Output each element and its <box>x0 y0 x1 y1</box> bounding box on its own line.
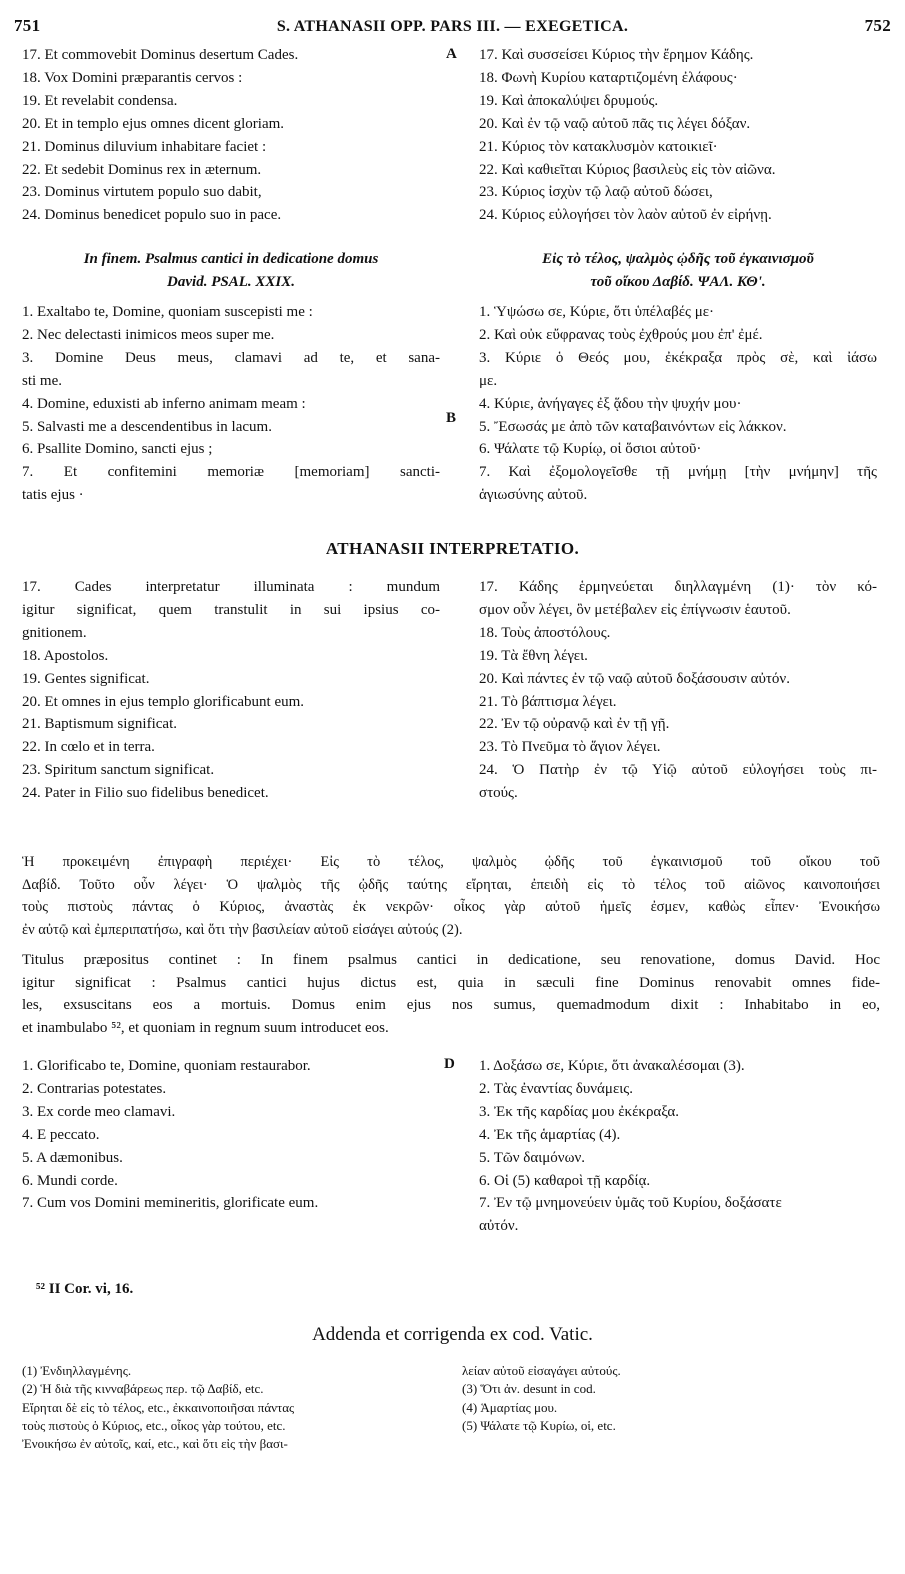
verse-line: 22. Καὶ καθιεῖται Κύριος βασιλεὺς εἰς τὸν αἰῶνα. <box>479 161 776 178</box>
psalm29-greek-column <box>479 301 877 507</box>
section-title: ATHANASII INTERPRETATIO. <box>325 539 580 558</box>
verse-line: 18. Φωνὴ Κυρίου καταρτιζομένη ἐλάφους· <box>479 69 738 86</box>
verse-line: 18. Vox Domini præparantis cervos : <box>22 69 243 86</box>
verse-line: 6. Ψάλατε τῷ Κυρίῳ, οἱ ὅσιοι αὐτοῦ· <box>479 441 702 458</box>
interp-line: 19. Gentes significat. <box>22 670 150 687</box>
interp-line: 21. Baptismum significat. <box>22 716 177 733</box>
interp-line: 23. Τὸ Πνεῦμα τὸ ἅγιον λέγει. <box>479 739 661 756</box>
addenda-line: (5) Ψάλατε τῷ Κυρίω, οἱ, etc. <box>462 1417 616 1433</box>
interp-line: 23. Spiritum sanctum significat. <box>22 762 215 779</box>
paragraph-line: Ἡ προκειμένη ἐπιγραφὴ περιέχει· Εἰς τὸ τέλος, ψαλμὸς ᾠδῆς τοῦ ἐγκαινισμοῦ τοῦ οἴκου τοῦ <box>22 854 880 870</box>
verse-line: 21. Dominus diluvium inhabitare faciet : <box>22 138 267 155</box>
verse-line: 23. Κύριος ἰσχὺν τῷ λαῷ αὐτοῦ δώσει, <box>479 184 713 201</box>
gloss-line: 4. E peccato. <box>22 1126 100 1143</box>
paragraph-line: et inambulabo ⁵², et quoniam in regnum suum introducet eos. <box>22 1019 389 1036</box>
verse-line: 2. Nec delectasti inimicos meos super me. <box>22 326 275 343</box>
paragraph-line: Titulus præpositus continet : In finem psalmus cantici in dedicatione, seu renovatione, domus David. Hoc <box>22 952 880 968</box>
verse-line: με. <box>479 372 498 389</box>
verse-line: ἁγιωσύνης αὐτοῦ. <box>479 487 588 504</box>
verse-line: 20. Et in templo ejus omnes dicent gloriam. <box>22 115 285 132</box>
gloss-line: 2. Contrarias potestates. <box>22 1080 167 1097</box>
interpretation-greek-column <box>479 576 877 805</box>
verse-line: 1. Exaltabo te, Domine, quoniam suscepisti me : <box>22 304 313 320</box>
addenda-right-column <box>462 1362 882 1435</box>
gloss-greek-column <box>479 1055 877 1238</box>
interp-line: 20. Et omnes in ejus templo glorificabunt eum. <box>22 693 305 710</box>
gloss-line: 6. Mundi corde. <box>22 1172 118 1189</box>
gloss-line: 6. Οἱ (5) καθαροὶ τῇ καρδίᾳ. <box>479 1172 651 1189</box>
paragraph-line: τοὺς πιστοὺς πάντας ὁ Κύριος, ἀναστὰς ἐκ νεκρῶν· οἶκος γὰρ αὐτοῦ ἡμεῖς ἐσμεν, καθὼς εἶπεν· Ἐνοικήσω <box>22 899 880 915</box>
interp-line: 22. In cœlo et in terra. <box>22 739 155 756</box>
interpretation-latin-column <box>22 576 440 805</box>
interp-line: 18. Apostolos. <box>22 647 109 664</box>
title-line: τοῦ οἴκου Δαβίδ. ΨΑΛ. ΚΘʹ. <box>590 273 766 290</box>
psalm29-title-latin <box>22 248 440 294</box>
verse-line: 5. Salvasti me a descendentibus in lacum. <box>22 418 272 435</box>
interp-line: 17. Cades interpretatur illuminata : mundum <box>22 579 440 595</box>
verse-line: 6. Psallite Domino, sancti ejus ; <box>22 441 213 458</box>
verse-line: sti me. <box>22 372 62 389</box>
margin-marker-b: B <box>446 410 457 426</box>
verse-line: 22. Et sedebit Dominus rex in æternum. <box>22 161 262 178</box>
verse-line: 3. Domine Deus meus, clamavi ad te, et sana- <box>22 349 440 366</box>
addenda-line: τοὺς πιστοὺς ὁ Κύριος, etc., οἶκος γὰρ τούτου, etc. <box>22 1417 286 1433</box>
addenda-title: Addenda et corrigenda ex cod. Vatic. <box>312 1324 593 1345</box>
verse-line: 5. Ἔσωσάς με ἀπὸ τῶν καταβαινόντων εἰς λάκκον. <box>479 418 787 435</box>
verse-line: 24. Κύριος εὐλογήσει τὸν λαὸν αὐτοῦ ἐν εἰρήνῃ. <box>479 207 772 224</box>
verse-line: 21. Κύριος τὸν κατακλυσμὸν κατοικιεῖ· <box>479 138 718 155</box>
interp-line: 22. Ἐν τῷ οὐρανῷ καὶ ἐν τῇ γῇ. <box>479 716 670 733</box>
margin-marker-d: D <box>444 1056 455 1072</box>
gloss-line: 5. A dæmonibus. <box>22 1149 123 1166</box>
gloss-line: 5. Τῶν δαιμόνων. <box>479 1149 585 1166</box>
verse-line: 19. Et revelabit condensa. <box>22 92 178 109</box>
interp-line: 18. Τοὺς ἀποστόλους. <box>479 624 611 641</box>
verse-line: 24. Dominus benedicet populo suo in pace. <box>22 207 282 224</box>
verse-line: 2. Καὶ οὐκ εὔφρανας τοὺς ἐχθρούς μου ἐπ' ἐμέ. <box>479 326 763 343</box>
addenda-line: λείαν αὐτοῦ εἰσαγάγει αὐτούς. <box>462 1363 621 1378</box>
title-line: David. PSAL. XXIX. <box>167 273 295 290</box>
verse-line: 17. Et commovebit Dominus desertum Cades. <box>22 47 299 63</box>
paragraph-line: les, exsuscitans eos a mortuis. Domus enim ejus nos sumus, quemadmodum dixit : Inhabitabo in eo, <box>22 997 880 1013</box>
interp-line: 24. Pater in Filio suo fidelibus benedicet. <box>22 785 269 802</box>
addenda-line: Ἐνοικήσω ἐν αὐτοῖς, καί, etc., καὶ ὅτι εἰς τὴν βασι- <box>22 1436 288 1452</box>
interp-line: gnitionem. <box>22 624 87 641</box>
title-line: Εἰς τὸ τέλος, ψαλμὸς ᾠδῆς τοῦ ἐγκαινισμοῦ <box>542 251 814 267</box>
verse-line: tatis ejus · <box>22 487 84 504</box>
psalm29-title-greek <box>479 248 877 294</box>
verse-line: 23. Dominus virtutem populo suo dabit, <box>22 184 262 201</box>
addenda-line: (4) Ἁμαρτίας μου. <box>462 1399 558 1415</box>
gloss-line: 3. Ex corde meo clamavi. <box>22 1103 176 1120</box>
interp-line: igitur significat, quem transtulit in sui ipsius co- <box>22 601 440 618</box>
interp-line: 24. Ὁ Πατὴρ ἐν τῷ Υἱῷ αὐτοῦ εὐλογήσει τοὺς πι- <box>479 762 877 779</box>
addenda-line: (2) Ἡ διὰ τῆς κινναβάρεως περ. τῷ Δαβίδ, etc. <box>22 1381 264 1397</box>
gloss-line: 7. Ἐν τῷ μνημονεύειν ὑμᾶς τοῦ Κυρίου, δοξάσατε <box>479 1195 782 1212</box>
psalm29-latin-column <box>22 301 440 507</box>
verse-line: 3. Κύριε ὁ Θεός μου, ἐκέκραξα πρὸς σὲ, καὶ ἰάσω <box>479 349 877 366</box>
page-number-left: 751 <box>14 16 41 35</box>
psalm28-greek-column <box>479 44 877 227</box>
running-title: S. ATHANASII OPP. PARS III. — EXEGETICA. <box>276 18 629 35</box>
paragraph-line: Δαβίδ. Τοῦτο οὖν λέγει· Ὁ ψαλμὸς τῆς ᾠδῆς ταύτης εἴρηται, ἐπειδὴ εἰς τὸ τέλος τοῦ αἰῶνος καινοποιήσει <box>22 876 880 893</box>
psalm28-latin-column <box>22 44 440 227</box>
addenda-line: Εἴρηται δὲ εἰς τὸ τέλος, etc., ἐκκαινοποιῆσαι πάντας <box>22 1399 295 1415</box>
verse-line: 7. Καὶ ἐξομολογεῖσθε τῇ μνήμῃ [τὴν μνήμην] τῆς <box>479 464 877 481</box>
verse-line: 19. Καὶ ἀποκαλύψει δρυμούς. <box>479 92 659 109</box>
title-line: In finem. Psalmus cantici in dedicatione domus <box>83 251 379 267</box>
verse-line: 20. Καὶ ἐν τῷ ναῷ αὐτοῦ πᾶς τις λέγει δόξαν. <box>479 115 751 132</box>
interp-line: 17. Κάδης ἑρμηνεύεται διηλλαγμένη (1)· τὸν κό- <box>479 579 877 595</box>
verse-line: 17. Καὶ συσσείσει Κύριος τὴν ἔρημον Κάδης. <box>479 47 754 63</box>
page-header <box>14 16 891 42</box>
gloss-line: αὐτόν. <box>479 1218 519 1235</box>
page-number-right: 752 <box>864 16 891 35</box>
verse-line: 4. Κύριε, ἀνήγαγες ἐξ ᾅδου τὴν ψυχήν μου· <box>479 395 742 412</box>
addenda-left-column <box>22 1362 442 1453</box>
margin-marker-a: A <box>446 46 457 62</box>
verse-line: 1. Ὑψώσω σε, Κύριε, ὅτι ὑπέλαβές με· <box>479 304 715 320</box>
gloss-line: 1. Δοξάσω σε, Κύριε, ὅτι ἀνακαλέσομαι (3). <box>479 1058 745 1074</box>
interp-line: 20. Καὶ πάντες ἐν τῷ ναῷ αὐτοῦ δοξάσουσιν αὐτόν. <box>479 670 790 687</box>
gloss-line: 1. Glorificabo te, Domine, quoniam restaurabor. <box>22 1058 311 1074</box>
paragraph-line: igitur significat : Psalmus cantici hujus dictus est, quia in sæculi fine Dominus renovabit omnes fide- <box>22 974 880 991</box>
greek-commentary-paragraph <box>22 851 880 941</box>
latin-commentary-paragraph <box>22 949 880 1039</box>
gloss-line: 3. Ἐκ τῆς καρδίας μου ἐκέκραξα. <box>479 1103 680 1120</box>
paragraph-line: ἐν αὐτῷ καὶ ἐμπεριπατήσω, καὶ ὅτι τὴν βασιλείαν αὐτοῦ εἰσάγει αὐτούς (2). <box>22 921 463 938</box>
gloss-line: 2. Τὰς ἐναντίας δυνάμεις. <box>479 1080 633 1097</box>
interp-line: 19. Τὰ ἔθνη λέγει. <box>479 647 588 664</box>
addenda-line: (1) Ἐνδιηλλαγμένης. <box>22 1363 132 1378</box>
gloss-line: 4. Ἐκ τῆς ἁμαρτίας (4). <box>479 1126 621 1143</box>
gloss-latin-column <box>22 1055 442 1215</box>
verse-line: 7. Et confitemini memoriæ [memoriam] sancti- <box>22 464 440 481</box>
addenda-line: (3) Ὅτι ἀν. desunt in cod. <box>462 1381 596 1397</box>
interp-line: στούς. <box>479 785 518 802</box>
interp-line: 21. Τὸ βάπτισμα λέγει. <box>479 693 617 710</box>
verse-line: 4. Domine, eduxisti ab inferno animam meam : <box>22 395 306 412</box>
gloss-line: 7. Cum vos Domini memineritis, glorificate eum. <box>22 1195 319 1212</box>
footnote: ⁵² II Cor. vi, 16. <box>36 1281 134 1297</box>
interp-line: σμον οὖν λέγει, ὃν μετέβαλεν εἰς ἐπίγνωσιν ἑαυτοῦ. <box>479 601 791 618</box>
